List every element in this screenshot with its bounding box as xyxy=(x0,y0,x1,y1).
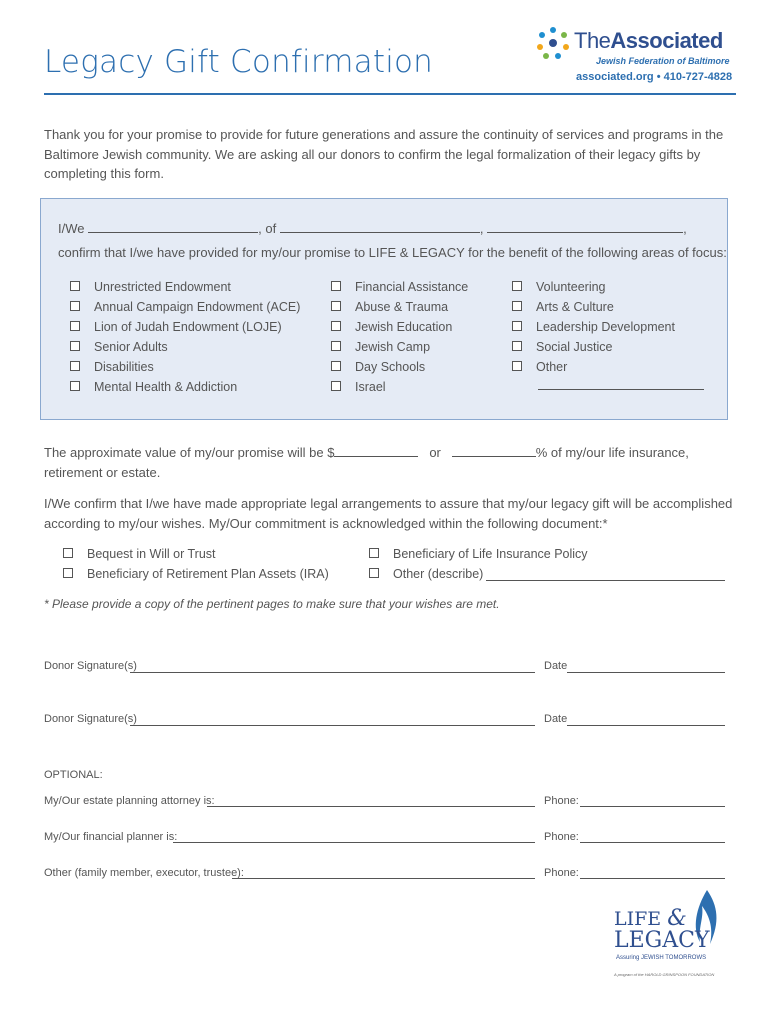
focus-area-label: Abuse & Trauma xyxy=(355,300,449,314)
focus-area-checkbox[interactable] xyxy=(331,340,430,354)
checkbox-square[interactable] xyxy=(512,341,522,351)
attorney-label: My/Our estate planning attorney is: xyxy=(44,795,215,807)
percent-label: % of my/our life insurance, xyxy=(535,445,689,460)
retirement-label: retirement or estate. xyxy=(44,464,161,480)
or-label: or xyxy=(429,445,441,460)
approx-value-statement xyxy=(44,443,734,482)
confirm-statement: confirm that I/we have provided for my/our promise to LIFE & LEGACY for the benefit of the following areas of focus: xyxy=(58,245,727,260)
footnote: * Please provide a copy of the pertinent pages to make sure that your wishes are met. xyxy=(44,597,500,611)
checkbox-square[interactable] xyxy=(63,548,73,558)
focus-area-checkbox[interactable] xyxy=(512,320,675,334)
focus-area-label: Disabilities xyxy=(94,360,154,374)
focus-area-checkbox[interactable] xyxy=(512,280,606,294)
contact-info: associated.org • 410-727-4828 xyxy=(576,71,733,83)
header-divider xyxy=(44,93,736,95)
focus-area-checkbox[interactable] xyxy=(70,340,168,354)
planner-label: My/Our financial planner is: xyxy=(44,831,178,843)
legal-confirm-statement: I/We confirm that I/we have made appropriate legal arrangements to assure that my/our legacy gift will be accomplished according to my/our wishes. My/Our commitment is acknowledged within the following document:* xyxy=(44,496,733,531)
logo-tagline: Assuring JEWISH TOMORROWS xyxy=(616,955,707,961)
donor-name-field[interactable] xyxy=(88,220,258,233)
focus-area-checkbox[interactable] xyxy=(331,280,468,294)
other-phone-field[interactable] xyxy=(580,878,725,879)
other-document-checkbox[interactable] xyxy=(369,567,483,581)
checkbox-square[interactable] xyxy=(63,568,73,578)
focus-area-checkbox[interactable] xyxy=(331,380,386,394)
page-title: Legacy Gift Confirmation xyxy=(44,44,434,80)
life-legacy-logo xyxy=(612,888,722,980)
focus-area-label: Social Justice xyxy=(536,340,613,354)
checkbox-square[interactable] xyxy=(331,281,341,291)
logo-associated: Associated xyxy=(610,28,723,53)
focus-area-checkbox[interactable] xyxy=(70,360,154,374)
logo-subtitle: Jewish Federation of Baltimore xyxy=(596,56,730,66)
focus-area-checkbox[interactable] xyxy=(70,280,231,294)
bequest-label: Bequest in Will or Trust xyxy=(87,547,216,561)
phone-label: Phone: xyxy=(544,795,579,807)
people-circle-icon xyxy=(536,26,570,60)
comma: , xyxy=(479,221,484,236)
checkbox-square[interactable] xyxy=(70,381,80,391)
date-field[interactable] xyxy=(567,672,725,673)
checkbox-square[interactable] xyxy=(331,361,341,371)
state-field[interactable] xyxy=(487,220,683,233)
logo-program: A program of the HAROLD GRINSPOON FOUNDATION xyxy=(614,972,715,977)
date-label: Date xyxy=(544,713,568,725)
focus-area-label: Annual Campaign Endowment (ACE) xyxy=(94,300,301,314)
checkbox-square[interactable] xyxy=(331,301,341,311)
checkbox-square[interactable] xyxy=(70,301,80,311)
intro-paragraph: Thank you for your promise to provide for future generations and assure the continuity of services and programs in the Baltimore Jewish community. We are asking all our donors to confirm the legal formalization of their legacy gifts by completing this form. xyxy=(44,127,724,181)
focus-area-checkbox[interactable] xyxy=(331,360,425,374)
checkbox-square[interactable] xyxy=(70,361,80,371)
checkbox-square[interactable] xyxy=(369,568,379,578)
donor-signature-label: Donor Signature(s) xyxy=(44,713,137,725)
focus-area-label: Mental Health & Addiction xyxy=(94,380,238,394)
focus-area-label: Unrestricted Endowment xyxy=(94,280,231,294)
focus-area-label: Israel xyxy=(355,380,386,394)
focus-area-checkbox[interactable] xyxy=(512,360,567,374)
focus-area-checkbox[interactable] xyxy=(331,300,448,314)
associated-logo xyxy=(536,24,736,94)
focus-area-label: Financial Assistance xyxy=(355,280,469,294)
checkbox-square[interactable] xyxy=(70,281,80,291)
focus-area-label: Lion of Judah Endowment (LOJE) xyxy=(94,320,282,334)
iwe-label: I/We xyxy=(58,221,85,236)
date-label: Date xyxy=(544,660,568,672)
focus-area-label: Day Schools xyxy=(355,360,426,374)
retirement-label: Beneficiary of Retirement Plan Assets (IRA) xyxy=(87,567,329,581)
logo-ampersand: & xyxy=(667,906,687,931)
focus-area-checkbox[interactable] xyxy=(70,320,282,334)
amount-field[interactable] xyxy=(334,444,418,457)
donor-signature-field[interactable] xyxy=(130,672,535,673)
life-insurance-checkbox[interactable] xyxy=(369,547,588,561)
other-contact-field[interactable] xyxy=(232,878,535,879)
checkbox-square[interactable] xyxy=(331,321,341,331)
focus-area-label: Jewish Camp xyxy=(355,340,431,354)
focus-area-checkbox[interactable] xyxy=(512,340,612,354)
checkbox-square[interactable] xyxy=(512,281,522,291)
city-field[interactable] xyxy=(280,220,480,233)
percent-field[interactable] xyxy=(452,444,536,457)
attorney-field[interactable] xyxy=(207,806,535,807)
focus-area-checkbox[interactable] xyxy=(70,380,237,394)
other-focus-field[interactable] xyxy=(538,389,704,390)
checkbox-square[interactable] xyxy=(70,321,80,331)
logo-the: The xyxy=(574,28,611,53)
checkbox-square[interactable] xyxy=(331,381,341,391)
attorney-phone-field[interactable] xyxy=(580,806,725,807)
logo-life: LIFE xyxy=(614,908,662,930)
donor-signature-label: Donor Signature(s) xyxy=(44,660,137,672)
checkbox-square[interactable] xyxy=(512,301,522,311)
checkbox-square[interactable] xyxy=(369,548,379,558)
optional-label: OPTIONAL: xyxy=(44,769,103,781)
focus-area-label: Senior Adults xyxy=(94,340,168,354)
focus-area-label: Arts & Culture xyxy=(536,300,614,314)
focus-area-label: Volunteering xyxy=(536,280,606,294)
focus-area-checkbox[interactable] xyxy=(70,300,300,314)
focus-area-checkbox[interactable] xyxy=(512,300,614,314)
checkbox-square[interactable] xyxy=(70,341,80,351)
comma: , xyxy=(683,221,687,236)
bequest-checkbox[interactable] xyxy=(63,547,216,561)
other-contact-label: Other (family member, executor, trustee): xyxy=(44,867,244,879)
approx-label: The approximate value of my/our promise will be $ xyxy=(44,445,335,460)
of-label: , of xyxy=(258,221,277,236)
checkbox-square[interactable] xyxy=(512,361,522,371)
planner-phone-field[interactable] xyxy=(580,842,725,843)
other-document-field[interactable] xyxy=(486,580,725,581)
logo-legacy: LEGACY xyxy=(614,928,710,953)
focus-area-label: Other xyxy=(536,360,568,374)
focus-area-label: Jewish Education xyxy=(355,320,453,334)
other-document-label: Other (describe) xyxy=(393,567,484,581)
checkbox-square[interactable] xyxy=(331,341,341,351)
date-field[interactable] xyxy=(567,725,725,726)
phone-label: Phone: xyxy=(544,867,579,879)
pledge-names-line xyxy=(58,220,687,236)
checkbox-square[interactable] xyxy=(512,321,522,331)
life-insurance-label: Beneficiary of Life Insurance Policy xyxy=(393,547,588,561)
planner-field[interactable] xyxy=(173,842,535,843)
focus-area-label: Leadership Development xyxy=(536,320,675,334)
donor-signature-field[interactable] xyxy=(130,725,535,726)
focus-area-checkbox[interactable] xyxy=(331,320,452,334)
retirement-checkbox[interactable] xyxy=(63,567,329,581)
phone-label: Phone: xyxy=(544,831,579,843)
